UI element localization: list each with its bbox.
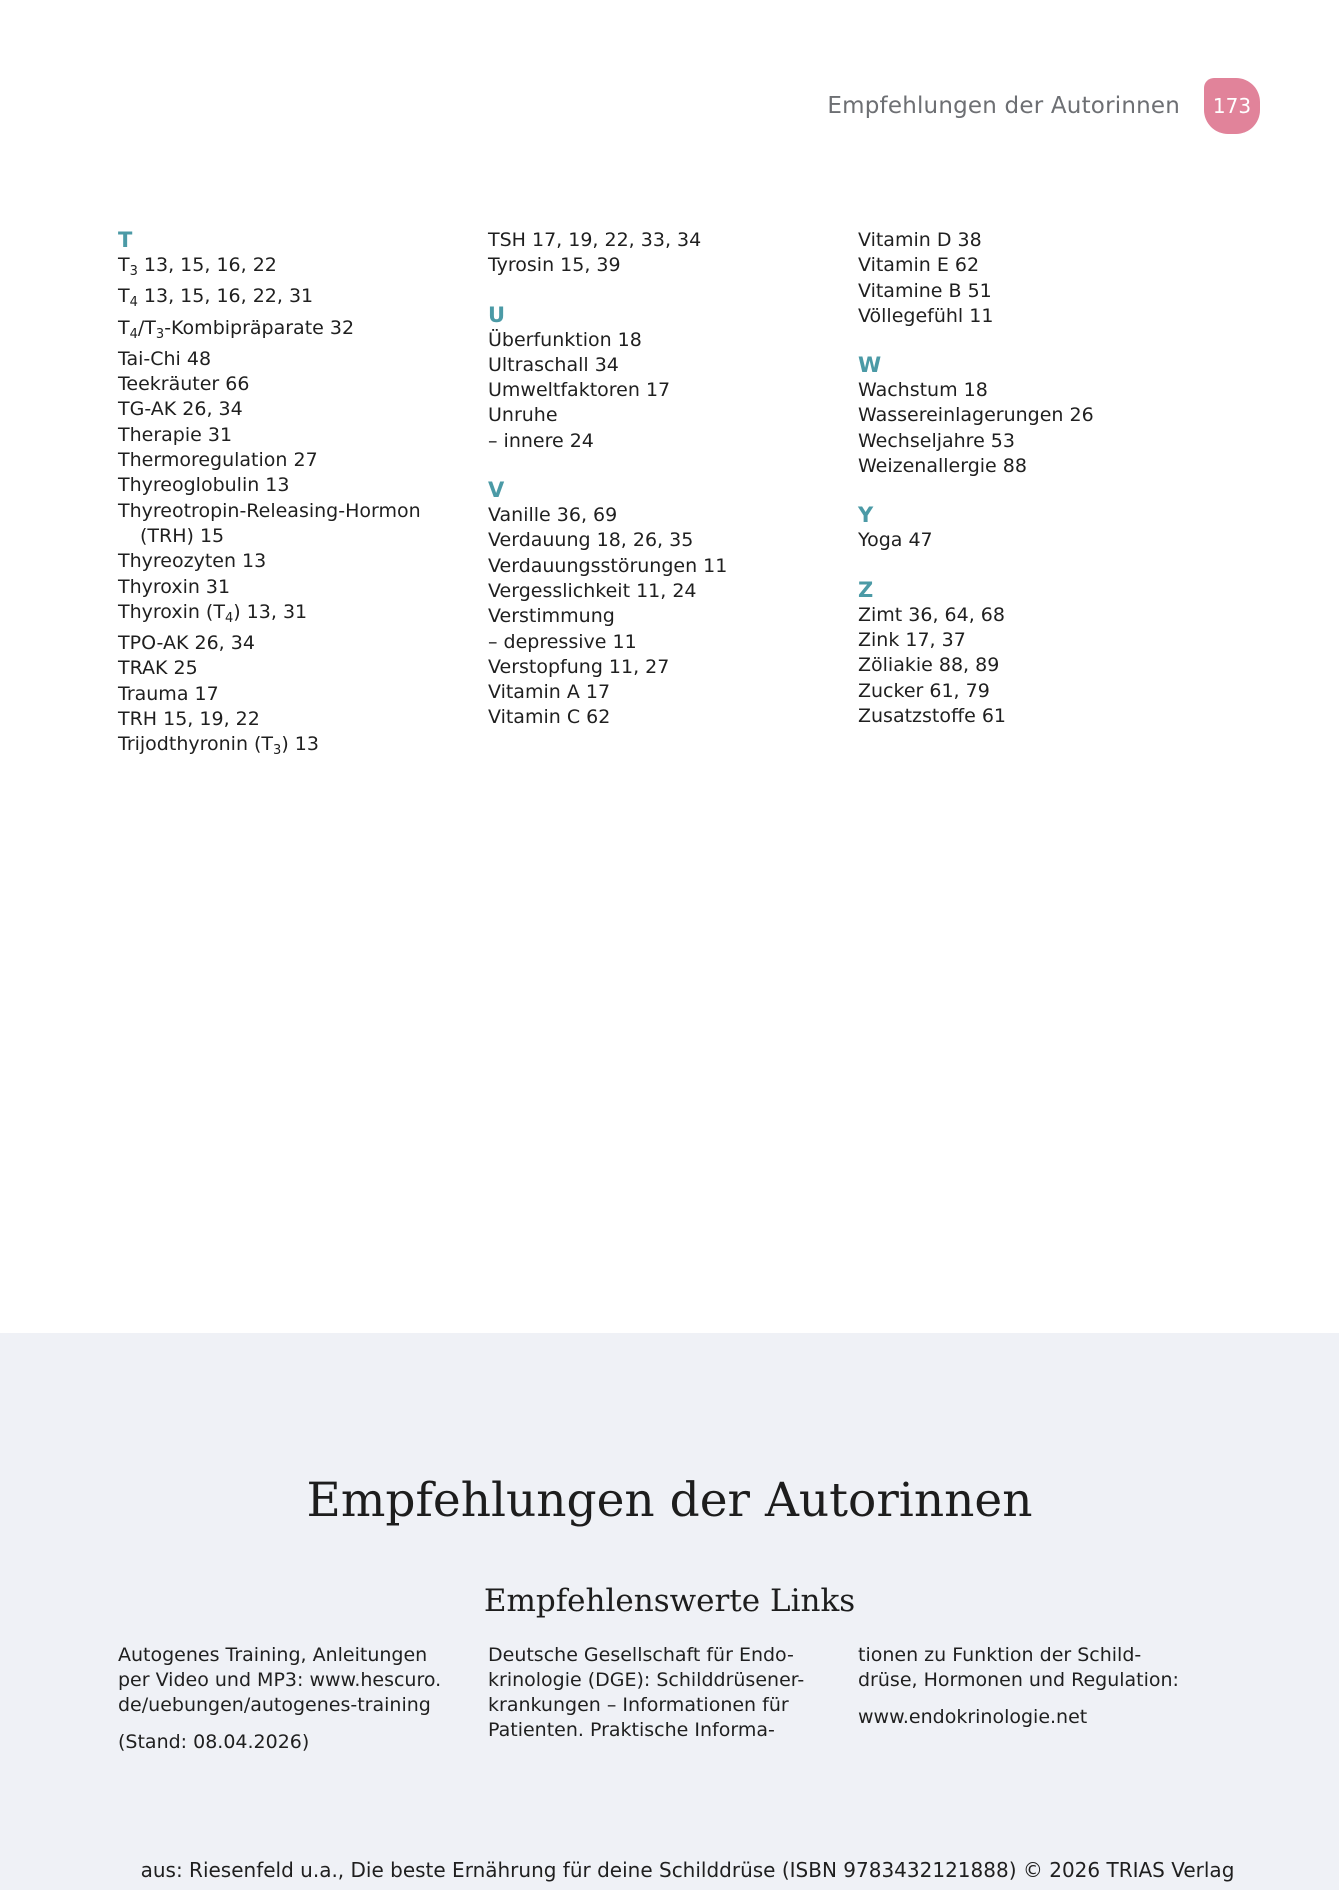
running-header [827, 78, 1260, 134]
index-entry-text: T [118, 254, 130, 276]
index-entry: Zucker 61, 79 [858, 679, 990, 702]
index-entry: Verstimmung [488, 605, 615, 628]
index-entry-subscript: 4 [129, 295, 138, 311]
link-dge-description-cont [858, 1643, 1228, 1693]
index-entry: Therapie 31 [118, 423, 233, 446]
letter-gap [858, 554, 1228, 578]
index-entry [118, 316, 488, 347]
index-entry: Tai-Chi 48 [118, 347, 212, 370]
index-entry: Vanille 36, 69 [488, 504, 618, 527]
index-entry: Vitamin C 62 [488, 706, 611, 729]
section-title: Empfehlungen der Autorinnen [306, 1473, 1033, 1528]
index-entry-text: ) 13, 31 [233, 600, 308, 623]
index-letter-heading: W [858, 353, 882, 378]
link-text-line: Patienten. Praktische Informa- [488, 1719, 775, 1741]
index-entry: Vitamine B 51 [858, 279, 992, 302]
source-citation: aus: Riesenfeld u.a., Die beste Ernährung für deine Schilddrüse (ISBN 9783432121888) © 2026 TRIAS Verlag [140, 1858, 1235, 1882]
link-text-line: per Video und MP3: www.hescuro. [118, 1669, 442, 1691]
index-entry: TRAK 25 [118, 657, 198, 680]
index-entry-subscript: 3 [129, 264, 138, 279]
index-column-2 [488, 228, 858, 764]
index-entry: Zöliakie 88, 89 [858, 654, 1000, 677]
link-text-line: Autogenes Training, Anleitungen [118, 1644, 428, 1666]
letter-gap [858, 329, 1228, 353]
index-entry: Zusatzstoffe 61 [858, 704, 1006, 727]
letter-gap [858, 479, 1228, 503]
index-entry: Thyreozyten 13 [118, 550, 267, 573]
index-entry-text: Trijodthyronin (T [118, 733, 274, 756]
index-entry-text: Thyroxin (T [118, 600, 225, 623]
index-entry: Umweltfaktoren 17 [488, 379, 671, 402]
index-entry: Teekräuter 66 [118, 373, 250, 396]
index-entry: Vitamin A 17 [488, 681, 611, 704]
index-column-1 [118, 228, 488, 764]
index-entry: Verstopfung 11, 27 [488, 655, 670, 678]
letter-gap [488, 454, 858, 478]
index-entry: Weizenallergie 88 [858, 455, 1027, 478]
index-entry: Tyrosin 15, 39 [488, 254, 621, 277]
index-entry: Völlegefühl 11 [858, 304, 994, 327]
index-entry-subscript: 3 [273, 743, 282, 759]
index-letter-heading: Y [858, 503, 874, 528]
index-entry: Zimt 36, 64, 68 [858, 603, 1005, 626]
recommendations-section [0, 1333, 1339, 1890]
index-entry: Verdauung 18, 26, 35 [488, 529, 694, 552]
index-entry: TSH 17, 19, 22, 33, 34 [488, 229, 702, 251]
index-entry-subscript: 4 [129, 326, 138, 342]
index-entry-subscript: 3 [155, 326, 165, 342]
index-entry: – innere 24 [488, 429, 594, 452]
link-text-line: de/uebungen/autogenes-training [118, 1694, 431, 1716]
index-entry [118, 253, 488, 284]
index-entry: Vitamin E 62 [858, 254, 980, 277]
link-endokrinologie-url[interactable]: www.endokrinologie.net [858, 1706, 1088, 1728]
page-number-badge: 173 [1204, 78, 1260, 134]
index-letter-heading: Z [858, 577, 874, 602]
index-entry: Yoga 47 [858, 529, 933, 552]
links-columns [118, 1643, 1228, 1767]
index-entry-text: 13, 15, 16, 22 [137, 254, 277, 276]
index-letter-heading: U [488, 302, 506, 327]
index-entry: Verdauungsstörungen 11 [488, 554, 728, 577]
link-text-line: tionen zu Funktion der Schild- [858, 1644, 1142, 1666]
index-entry: Wassereinlagerungen 26 [858, 404, 1094, 427]
index-entry: Zink 17, 37 [858, 628, 966, 651]
index-entry: Ultraschall 34 [488, 353, 619, 376]
header-title: Empfehlungen der Autorinnen [827, 93, 1180, 119]
link-text-line: Deutsche Gesellschaft für Endo- [488, 1644, 794, 1666]
index-entry: Wachstum 18 [858, 379, 988, 402]
link-text-line: krinologie (DGE): Schilddrüsener- [488, 1669, 805, 1691]
index-letter-heading: V [488, 478, 505, 503]
index-entry [118, 600, 488, 631]
index-entry-text: /T [137, 316, 156, 339]
index-entry: TPO-AK 26, 34 [118, 632, 255, 655]
index-entry: – depressive 11 [488, 630, 637, 653]
index-entry [118, 732, 488, 763]
index-entry: Trauma 17 [118, 682, 219, 705]
index-entry-text: T [118, 316, 130, 339]
index-entry: Vitamin D 38 [858, 229, 982, 251]
link-autogenes-training[interactable] [118, 1643, 488, 1718]
link-column-1 [118, 1643, 488, 1767]
index-entry: Thyreoglobulin 13 [118, 474, 290, 497]
index-entry-subscript: 4 [224, 610, 234, 626]
index-entry [118, 284, 488, 315]
link-dge-description [488, 1643, 858, 1743]
index-entry: Thyreotropin-Releasing-Hormon [118, 499, 421, 522]
link-text-line: drüse, Hormonen und Regulation: [858, 1669, 1179, 1691]
index-entry: Überfunktion 18 [488, 328, 642, 351]
link-text-line: krankungen – Informationen für [488, 1694, 789, 1716]
index-entry-text: -Kombipräparate 32 [164, 316, 355, 339]
index-entry: Vergesslichkeit 11, 24 [488, 579, 697, 602]
index-entry-text: 13, 15, 16, 22, 31 [137, 285, 314, 308]
index-entry: Unruhe [488, 404, 558, 427]
index-entry: Thyroxin 31 [118, 575, 231, 598]
link-column-3 [858, 1643, 1228, 1767]
links-title: Empfehlenswerte Links [483, 1583, 856, 1619]
index-entry-text: ) 13 [281, 733, 319, 756]
index-entry: TRH 15, 19, 22 [118, 708, 260, 731]
index-entry: TG-AK 26, 34 [118, 398, 243, 421]
link-column-2 [488, 1643, 858, 1767]
index-letter-heading: T [118, 228, 133, 252]
index-entry: Thermoregulation 27 [118, 449, 318, 472]
stand-date: (Stand: 08.04.2026) [118, 1731, 310, 1753]
subject-index [118, 228, 1228, 764]
letter-gap [488, 279, 858, 303]
index-column-3 [858, 228, 1228, 764]
index-entry: (TRH) 15 [140, 524, 225, 547]
index-entry: Wechseljahre 53 [858, 429, 1015, 452]
index-entry-text: T [118, 285, 130, 308]
